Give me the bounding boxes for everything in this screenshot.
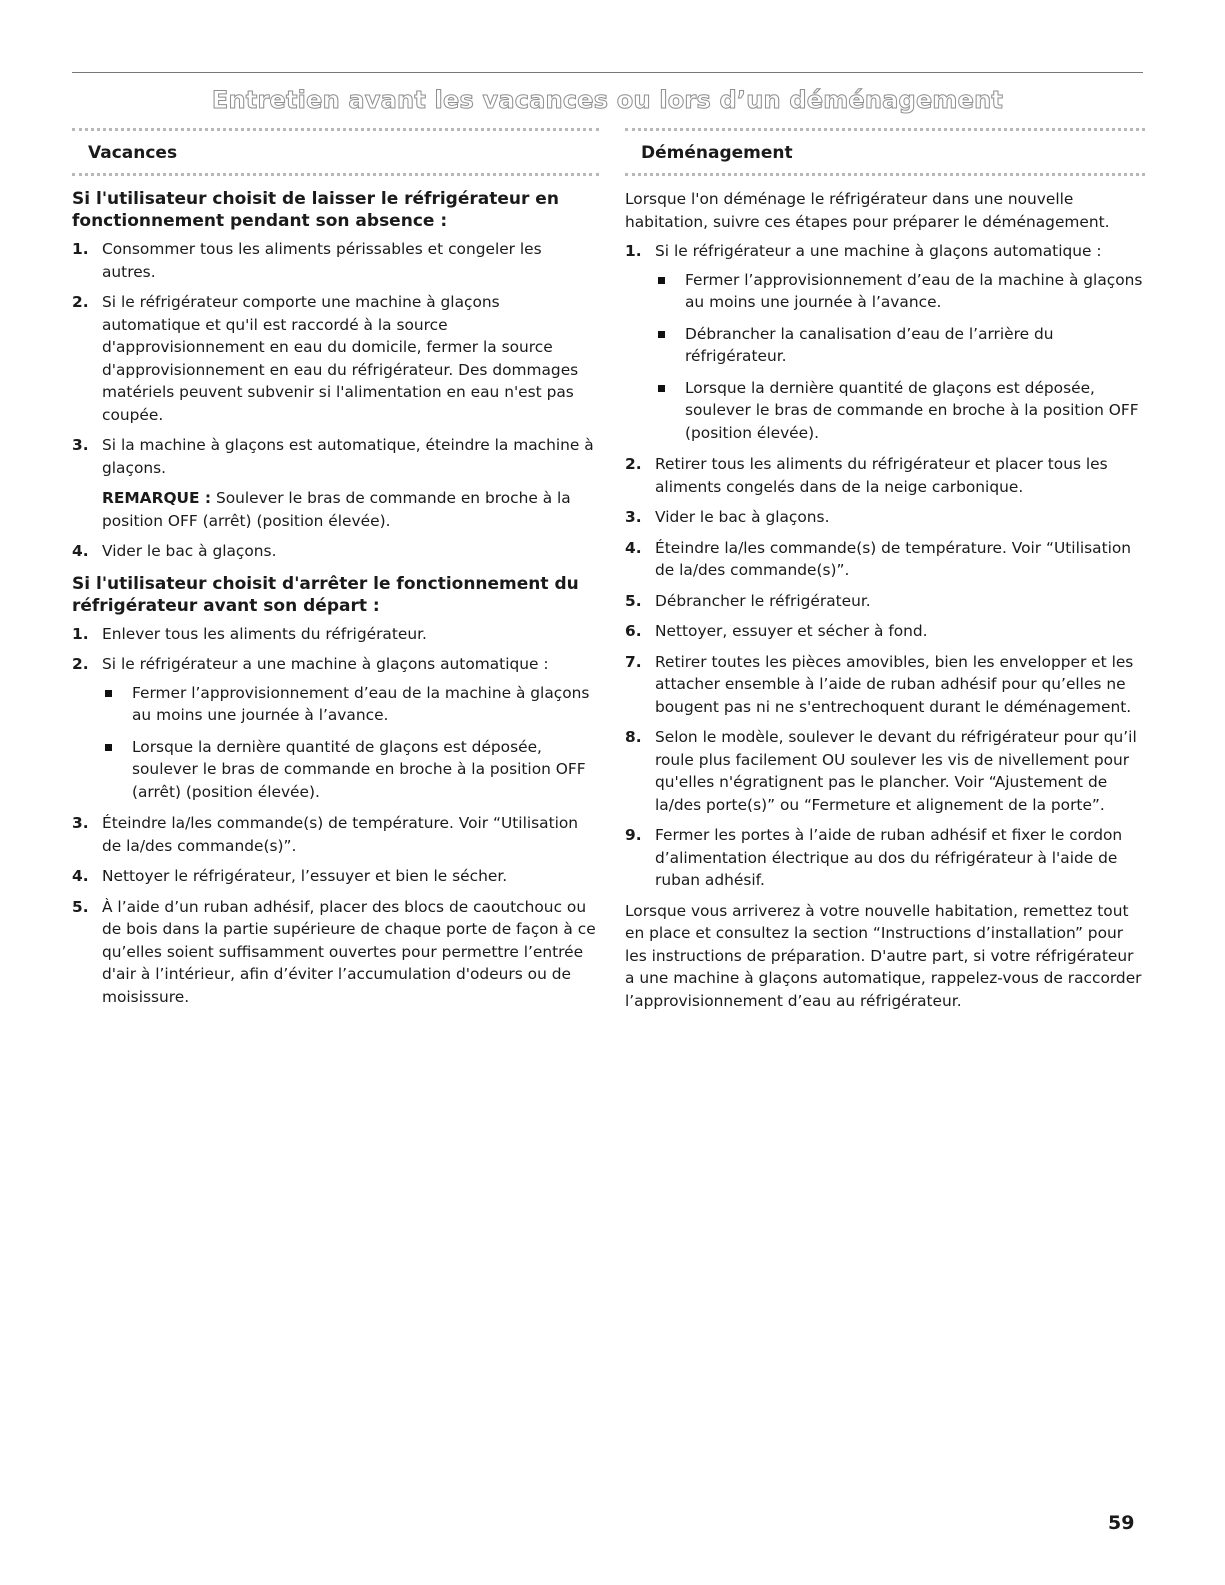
list-item (625, 726, 1145, 816)
bullet-text: Lorsque la dernière quantité de glaçons est déposée, soulever le bras de commande en broche à la position OFF (arrêt) (position élevée). (132, 737, 586, 801)
list-item (72, 623, 599, 646)
bullet-item (102, 682, 599, 727)
note-text: Soulever le bras de commande en broche à la position OFF (arrêt) (position élevée). (102, 489, 571, 530)
item-number: 6. (625, 622, 642, 640)
item-text: Éteindre la/les commande(s) de température. Voir “Utilisation de la/des commande(s)”. (102, 814, 579, 855)
item-number: 5. (625, 591, 642, 610)
item-text: Si le réfrigérateur a une machine à glaçons automatique : (102, 655, 549, 673)
item-text: Selon le modèle, soulever le devant du réfrigérateur pour qu’il roule plus facilement OU soulever les vis de nivellement pour qu'elles n'égratignent pas le plancher. Voir “Ajustement de la/des porte(s)” ou “Fermeture et alignement de la porte”. (655, 728, 1137, 814)
item-number: 1. (72, 624, 89, 643)
page-title: Entretien avant les vacances ou lors d’un déménagement (211, 86, 1004, 114)
bullet-item (655, 377, 1145, 445)
subheading-leave-running: Si l'utilisateur choisit de laisser le réfrigérateur en fonctionnement pendant son absence : (72, 189, 559, 231)
bullet-list (655, 269, 1145, 445)
list-item (625, 453, 1145, 498)
item-text: Consommer tous les aliments périssables et congeler les autres. (102, 240, 542, 281)
item-number: 4. (72, 542, 89, 560)
item-text: Enlever tous les aliments du réfrigérateur. (102, 624, 427, 643)
item-text: Si le réfrigérateur comporte une machine à glaçons automatique et qu'il est raccordé à la source d'approvisionnement en eau du domicile, fermer la source d'approvisionnement en eau du réfrigérateur. Des dommages matériels peuvent subvenir si l'alimentation en eau n'est pas coupée. (102, 293, 579, 424)
item-text: Retirer tous les aliments du réfrigérateur et placer tous les aliments congelés dans de la neige carbonique. (655, 455, 1108, 496)
demenagement-content (625, 188, 1145, 1019)
bullet-text: Fermer l’approvisionnement d’eau de la machine à glaçons au moins une journée à l’avance. (132, 683, 590, 724)
item-number: 7. (625, 652, 642, 671)
item-number: 2. (72, 655, 89, 673)
item-number: 2. (625, 455, 642, 473)
item-text: Nettoyer le réfrigérateur, l’essuyer et bien le sécher. (102, 867, 508, 885)
item-number: 4. (625, 538, 642, 557)
item-number: 4. (72, 867, 89, 885)
list-item (72, 540, 599, 563)
list-item (72, 812, 599, 857)
list-item (72, 238, 599, 283)
item-number: 2. (72, 293, 89, 311)
item-text: Si la machine à glaçons est automatique, éteindre la machine à glaçons. (102, 436, 594, 477)
outro-paragraph: Lorsque vous arriverez à votre nouvelle habitation, remettez tout en place et consultez la section “Instructions d’installation” pour les instructions de préparation. D'autre part, si votre réfrigérateur a une machine à glaçons automatique, rappelez-vous de raccorder l’approvisionnement d’eau au réfrigérateur. (625, 901, 1142, 1010)
bullet-text: Fermer l’approvisionnement d’eau de la machine à glaçons au moins une journée à l’avance. (685, 270, 1143, 311)
item-number: 8. (625, 728, 642, 746)
list-item (625, 537, 1145, 582)
bullet-item (655, 323, 1145, 368)
item-text: Vider le bac à glaçons. (102, 542, 277, 560)
square-bullet-icon (105, 690, 112, 697)
list-item (625, 620, 1145, 643)
vacances-heading-bar (72, 128, 599, 176)
list-item (625, 824, 1145, 892)
list-item (72, 865, 599, 888)
top-rule (72, 72, 1143, 73)
vacances-heading: Vacances (88, 143, 178, 163)
square-bullet-icon (105, 744, 112, 751)
item-number: 1. (625, 242, 642, 260)
demenagement-heading-bar (625, 128, 1145, 176)
item-text: À l’aide d’un ruban adhésif, placer des blocs de caoutchouc ou de bois dans la partie supérieure de chaque porte de façon à ce qu’elles soient suffisamment ouvertes pour permettre l’entrée d'air à l’intérieur, afin d’éviter l’accumulation d'odeurs ou de moisissure. (102, 897, 596, 1006)
list-item (625, 240, 1145, 444)
square-bullet-icon (658, 385, 665, 392)
list-item (72, 896, 599, 1009)
list-item (625, 506, 1145, 529)
item-text: Vider le bac à glaçons. (655, 508, 830, 526)
note-paragraph (72, 487, 599, 532)
item-text: Fermer les portes à l’aide de ruban adhésif et fixer le cordon d’alimentation électrique au dos du réfrigérateur à l'aide de ruban adhésif. (655, 826, 1123, 889)
item-number: 9. (625, 826, 642, 844)
list-item (72, 653, 599, 803)
list-item (72, 434, 599, 479)
item-number: 1. (72, 240, 89, 258)
bullet-list (102, 682, 599, 804)
list-item (72, 291, 599, 426)
item-text: Débrancher le réfrigérateur. (655, 591, 871, 610)
bullet-item (102, 736, 599, 804)
item-text: Si le réfrigérateur a une machine à glaçons automatique : (655, 242, 1102, 260)
bullet-item (655, 269, 1145, 314)
item-number: 3. (72, 814, 89, 832)
square-bullet-icon (658, 277, 665, 284)
intro-paragraph: Lorsque l'on déménage le réfrigérateur dans une nouvelle habitation, suivre ces étapes pour préparer le déménagement. (625, 190, 1110, 231)
item-text: Retirer toutes les pièces amovibles, bien les envelopper et les attacher ensemble à l’aide de ruban adhésif pour qu’elles ne bougent pas ni ne s'entrechoquent durant le déménagement. (655, 652, 1134, 716)
subheading-stop-running: Si l'utilisateur choisit d'arrêter le fonctionnement du réfrigérateur avant son départ : (72, 573, 579, 616)
bullet-text: Lorsque la dernière quantité de glaçons est déposée, soulever le bras de commande en broche à la position OFF (position élevée). (685, 378, 1139, 442)
item-text: Éteindre la/les commande(s) de température. Voir “Utilisation de la/des commande(s)”. (655, 538, 1132, 579)
item-number: 3. (72, 436, 89, 454)
bullet-text: Débrancher la canalisation d’eau de l’arrière du réfrigérateur. (685, 324, 1054, 365)
item-number: 3. (625, 508, 642, 526)
item-number: 5. (72, 897, 89, 916)
note-label: REMARQUE : (102, 489, 212, 507)
item-text: Nettoyer, essuyer et sécher à fond. (655, 622, 928, 640)
page-number: 59 (1108, 1512, 1135, 1534)
list-item (625, 590, 1145, 613)
list-item (625, 651, 1145, 719)
square-bullet-icon (658, 331, 665, 338)
demenagement-heading: Déménagement (641, 143, 793, 163)
vacances-content (72, 188, 599, 1016)
